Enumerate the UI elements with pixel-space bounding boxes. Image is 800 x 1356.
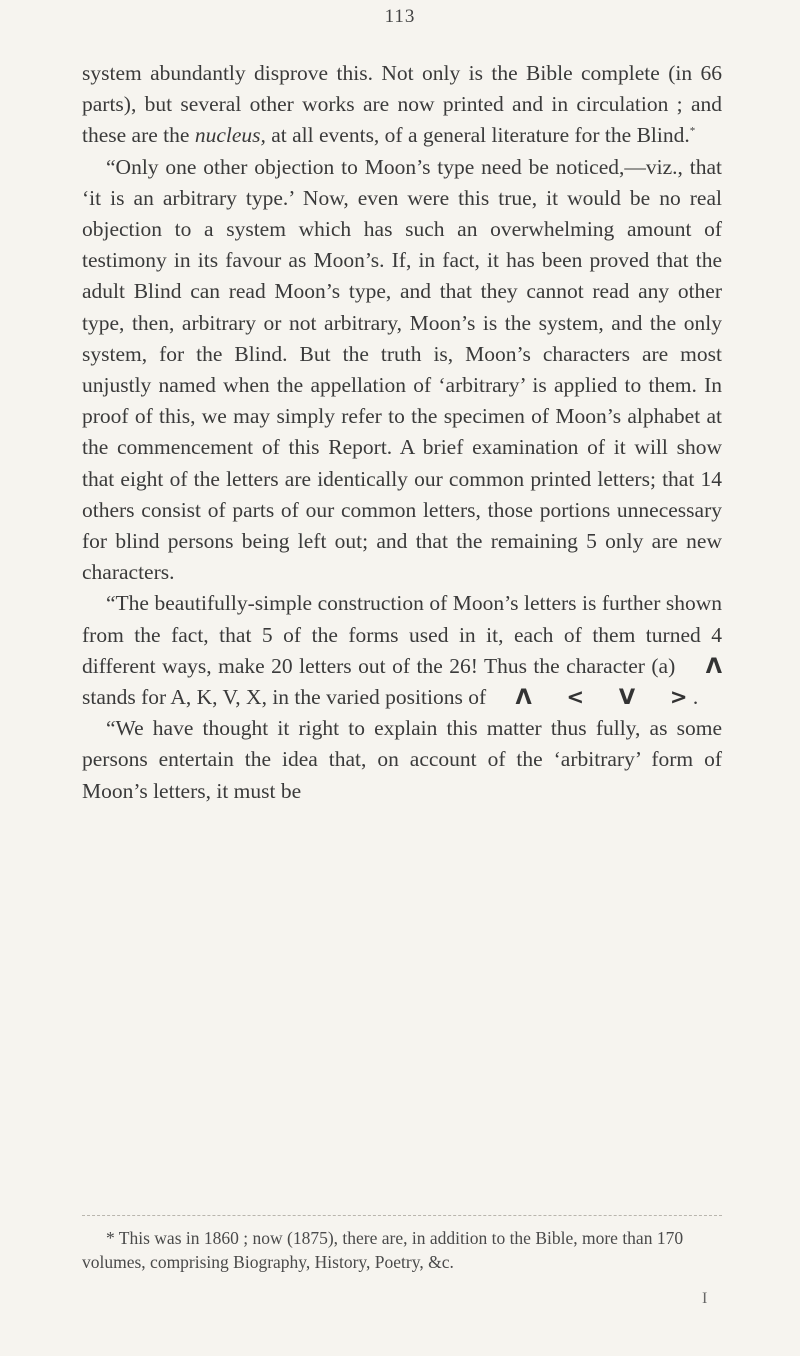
paragraph-2: “Only one other objection to Moon’s type need be noticed,—viz., that ‘it is an arbitrary type.’ Now, even were this true, it would be no real objection to a system which has such an overwhelming amount of testimony in its favour as Moon’s. If, in fact, it has been proved that the adult Blind can read Moon’s type, and that they cannot read any other type, then, arbitrary or not arbitrary, Moon’s is the system, and the only system, for the Blind. But the truth is, Moon’s characters are most unjustly named when the appellation of ‘arbitrary’ is applied to them. In proof of this, we may simply refer to the specimen of Moon’s alphabet at the commencement of this Report. A brief examination of it will show that eight of the letters are identically our common printed letters; that 14 others consist of parts of our common letters, those portions unnecessary for blind persons being left out; and that the remaining 5 only are new characters. (82, 154, 722, 585)
paragraph-4: “We have thought it right to explain this matter thus fully, as some persons entertain the idea that, on account of the ‘arbitrary’ form of Moon’s letters, it must be (82, 716, 722, 803)
moon-glyph-right: > (669, 685, 688, 710)
paragraph-3-text-mid: stands for A, K, V, X, in the varied positions of (82, 685, 492, 710)
page-number: 113 (384, 6, 416, 27)
paragraph-1-text-end: at all events, of a general literature for the Blind. (265, 123, 690, 148)
moon-glyph-left: < (566, 685, 585, 710)
footnote: * This was in 1860 ; now (1875), there are, in addition to the Bible, more than 170 volumes, comprising Biography, History, Poetry, &c. (82, 1228, 684, 1272)
main-text (82, 58, 722, 807)
signature-mark: I (702, 1290, 708, 1307)
moon-glyph-down: V (618, 685, 636, 710)
paragraph-3-text-end: . (692, 685, 699, 710)
paragraph-1-text: system abundantly disprove this. Not only is the Bible complete (in 66 parts), but several other works are now printed and in circulation ; and these are the (82, 61, 722, 148)
footnote-divider (82, 1215, 722, 1216)
moon-glyph-up: Λ (515, 685, 532, 710)
moon-glyph-a: Λ (705, 653, 722, 678)
paragraph-1 (82, 58, 722, 152)
footnote-marker: * (689, 125, 696, 138)
italic-nucleus: nucleus, (194, 123, 266, 148)
paragraph-3-text: “The beautifully-simple construction of Moon’s letters is further shown from the fact, that 5 of the forms used in it, each of them turned 4 different ways, make 20 letters out of the 26! Thus the character (a) (82, 591, 722, 678)
paragraph-3 (82, 588, 722, 713)
